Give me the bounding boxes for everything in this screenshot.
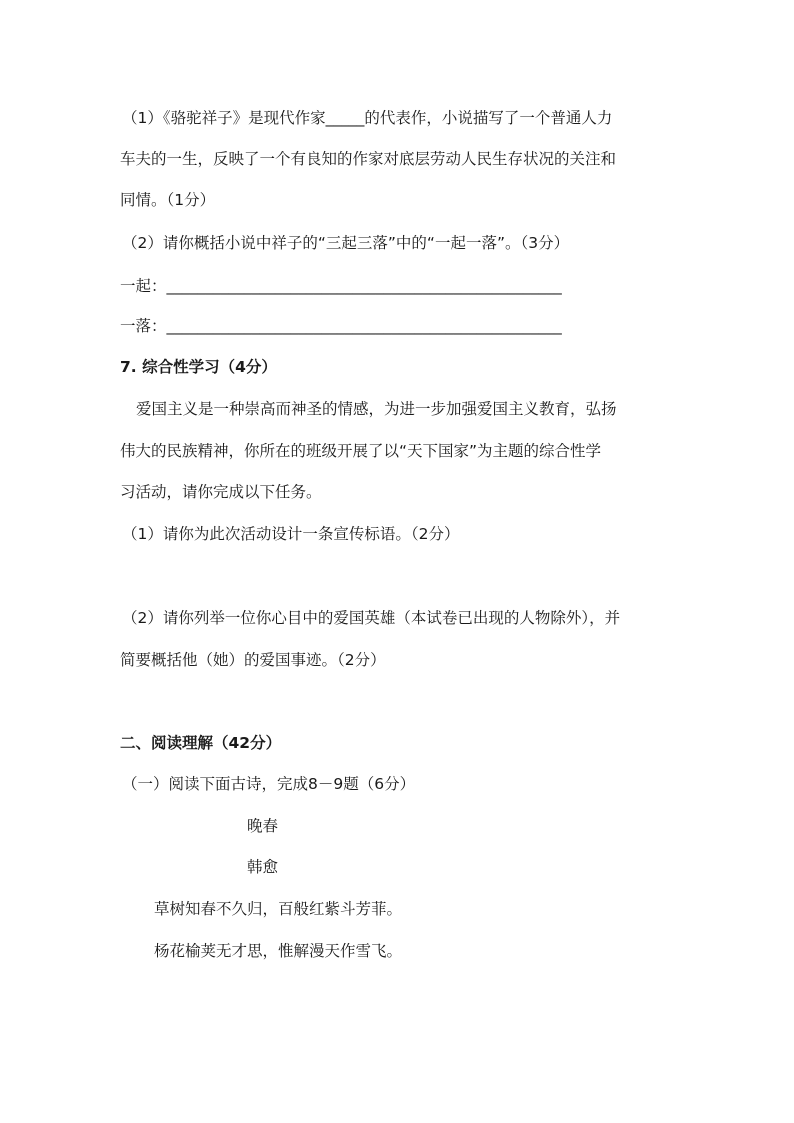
q6-rise-answer-line: 一起：___________________________________________________	[120, 277, 562, 295]
q6-part2: （2）请你概括小说中祥子的“三起三落”中的“一起一落”。（3分）	[122, 234, 570, 252]
q6-part1-line1: （1）《骆驼祥子》是现代作家_____的代表作，小说描写了一个普通人力	[122, 109, 613, 127]
q7-part2-line1: （2）请你列举一位你心目中的爱国英雄（本试卷已出现的人物除外），并	[122, 609, 621, 627]
q7-heading: 7. 综合性学习（4分）	[120, 358, 277, 376]
q7-part1: （1）请你为此次活动设计一条宣传标语。（2分）	[122, 525, 460, 543]
q6-fall-answer-line: 一落：___________________________________________________	[120, 317, 562, 335]
poem-author: 韩愈	[247, 858, 279, 876]
q7-part2-line2: 简要概括他（她）的爱国事迹。（2分）	[120, 651, 386, 669]
section2-heading: 二、阅读理解（42分）	[120, 734, 282, 752]
q7-intro-line1: 爱国主义是一种崇高而神圣的情感，为进一步加强爱国主义教育，弘扬	[136, 400, 617, 418]
q7-intro-line2: 伟大的民族精神，你所在的班级开展了以“天下国家”为主题的综合性学	[120, 442, 602, 460]
q6-part1-line3: 同情。（1分）	[120, 191, 216, 209]
q7-intro-line3: 习活动，请你完成以下任务。	[120, 483, 322, 501]
section2-sub1: （一）阅读下面古诗，完成8－9题（6分）	[122, 775, 416, 793]
q6-part1-line2: 车夫的一生，反映了一个有良知的作家对底层劳动人民生存状况的关注和	[120, 150, 617, 168]
poem-title: 晚春	[247, 817, 279, 835]
poem-line2: 杨花榆荚无才思，惟解漫天作雪飞。	[154, 942, 403, 960]
poem-line1: 草树知春不久归，百般红紫斗芳菲。	[154, 900, 403, 918]
